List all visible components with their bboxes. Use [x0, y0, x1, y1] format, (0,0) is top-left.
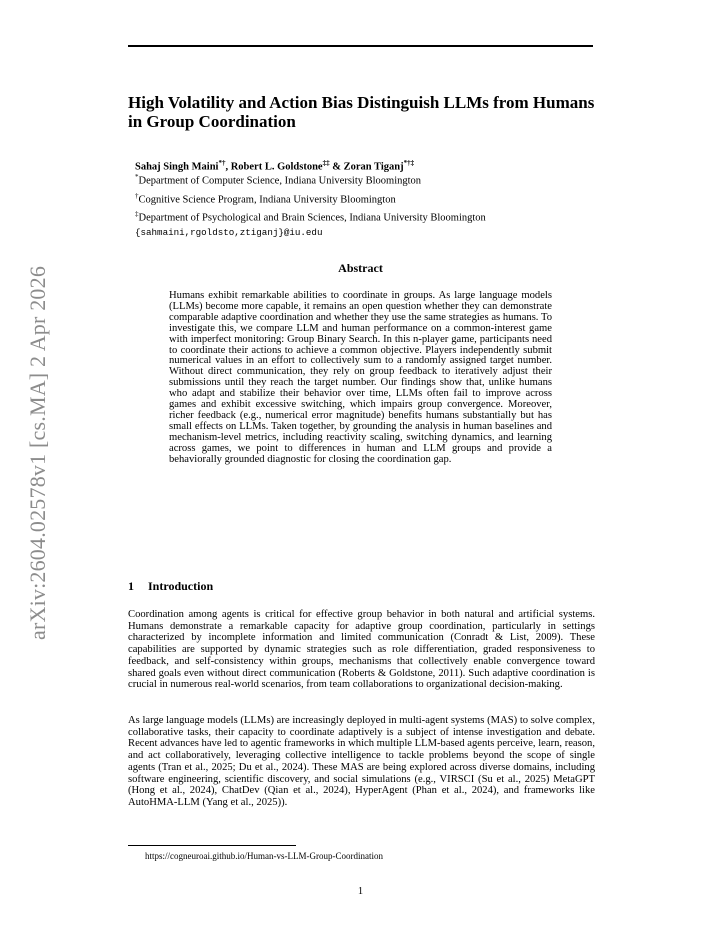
- author-separator: &: [329, 161, 344, 173]
- page-number: 1: [357, 886, 364, 897]
- section-title: Introduction: [148, 579, 214, 593]
- affiliation-text: Department of Psychological and Brain Sciences, Indiana University Bloomington: [138, 212, 486, 224]
- affiliation-mark: †: [135, 191, 139, 200]
- footnote-rule: [128, 845, 296, 846]
- section-heading: [128, 578, 593, 594]
- top-rule: [128, 45, 593, 47]
- affiliation: [135, 170, 605, 189]
- section-number: 1: [128, 579, 134, 593]
- body-paragraph: As large language models (LLMs) are increasingly deployed in multi-agent systems (MAS) to solve complex, collaborative tasks, their capacity to coordinate adaptively is a subject of intense investigation and debate. Recent advances have led to agentic frameworks in which multiple LLM-based agents perceive, learn, reason, and act collaboratively, leveraging collective intelligence to tackle problems beyond the scope of single agents (Tran et al., 2025; Du et al., 2024). These MAS are being explored across diverse domains, including software engineering, scientific discovery, and social simulations (e.g., VIRSCI (Su et al., 2025) MetaGPT (Hong et al., 2024), ChatDev (Qian et al., 2024), HyperAgent (Phan et al., 2024), and frameworks like AutoHMA-LLM (Yang et al., 2025)).: [128, 715, 595, 808]
- author-mark: *†‡: [403, 159, 415, 167]
- author-name: Robert L. Goldstone: [230, 161, 323, 173]
- abstract-heading: Abstract: [338, 261, 383, 275]
- footnote-url[interactable]: https://cogneuroai.github.io/Human-vs-LLM-Group-Coordination: [145, 851, 383, 861]
- author-name: Sahaj Singh Maini: [135, 161, 219, 173]
- paper-title: High Volatility and Action Bias Distinguish LLMs from Humans in Group Coordination: [128, 93, 595, 131]
- affiliation-mark: *: [135, 173, 139, 181]
- abstract-body: Humans exhibit remarkable abilities to coordinate in groups. As large language models (LLMs) become more capable, it remains an open question whether they can demonstrate comparable adaptive coordination and whether they use the same strategies as humans. To investigate this, we compare LLM and human performance on a common-interest game with imperfect monitoring: Group Binary Search. In this n-player game, participants need to coordinate their actions to achieve a common objective. Players independently submit numerical values in an effort to collectively sum to a randomly assigned target number. Without direct communication, they rely on group feedback to iteratively adjust their submissions until they reach the target number. Our findings show that, unlike humans who adapt and stabilize their behavior over time, LLMs often fail to improve across games and exhibit excessive switching, which impairs group convergence. Moreover, richer feedback (e.g., numerical error magnitude) benefits humans substantially but has small effects on LLMs. Taken together, by grounding the analysis in human baselines and mechanism-level metrics, including reactivity scaling, switching dynamics, and learning across games, we point to differences in human and LLM groups and provide a behaviorally grounded diagnostic for closing the coordination gap.: [169, 290, 552, 465]
- author-emails: {sahmaini,rgoldsto,ztiganj}@iu.edu: [135, 226, 323, 238]
- affiliation-mark: ‡: [135, 210, 139, 218]
- author-separator: ,: [225, 161, 231, 173]
- affiliation: [135, 207, 605, 226]
- affiliation-text: Department of Computer Science, Indiana University Bloomington: [138, 175, 422, 187]
- author-mark: ‡‡: [322, 159, 330, 167]
- author-mark: *†: [218, 159, 226, 167]
- affiliation-text: Cognitive Science Program, Indiana University Bloomington: [138, 194, 396, 205]
- body-paragraph: Coordination among agents is critical for effective group behavior in both natural and artificial systems. Humans demonstrate a remarkable capacity for adaptive group coordination, particularly in settings characterized by incomplete information and limited communication (Conradt & List, 2009). These capabilities are supported by dynamic strategies such as role differentiation, graded responsiveness to feedback, and self-consistency within groups, mechanisms that collectively enable convergence toward shared goals even without direct communication (Roberts & Goldstone, 2011). Such adaptive coordination is crucial in numerous real-world scenarios, from team collaborations to organizational decision-making.: [128, 609, 595, 691]
- affiliations: [135, 170, 605, 240]
- author-name: Zoran Tiganj: [343, 161, 404, 173]
- affiliation: [135, 189, 605, 208]
- arxiv-identifier: arXiv:2604.02578v1 [cs.MA] 2 Apr 2026: [25, 265, 50, 640]
